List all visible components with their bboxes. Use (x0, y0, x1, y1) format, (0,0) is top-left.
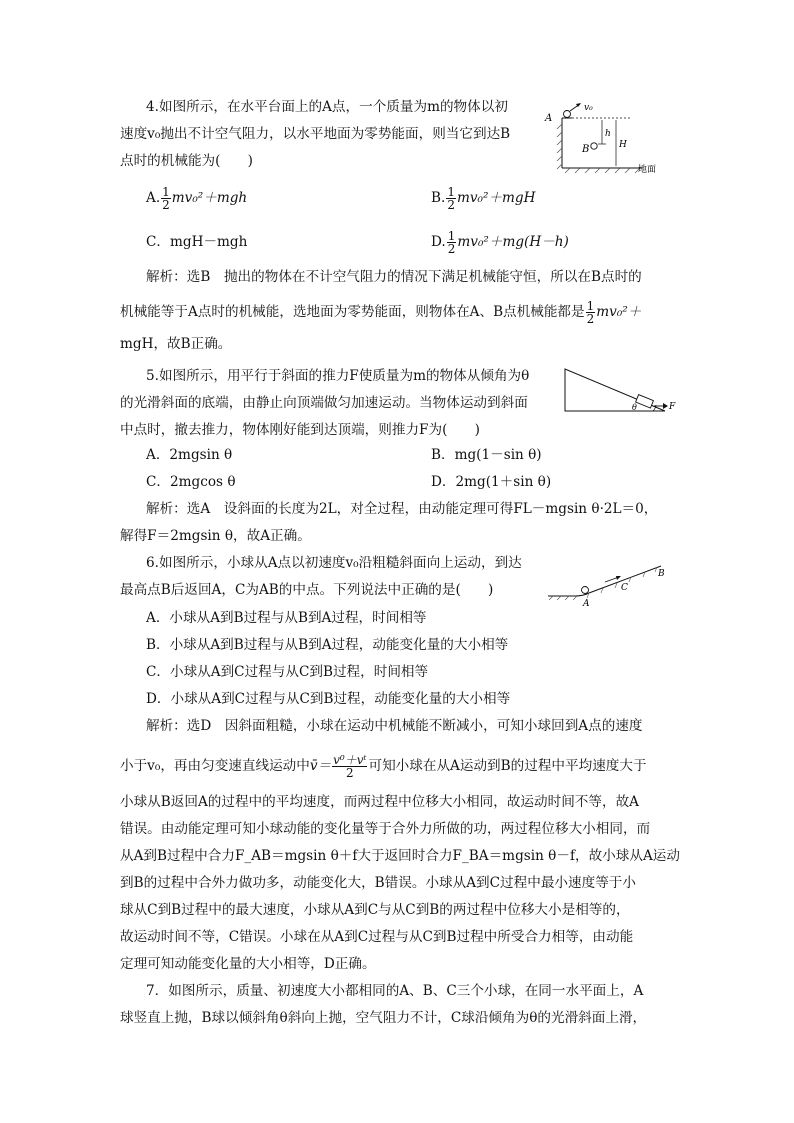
q5-option-d: D．2mg(1＋sin θ) (431, 474, 552, 490)
q6-stem-line2: 最高点B后返回A，C为AB的中点。下列说法中正确的是( ) (120, 582, 494, 598)
q5-option-b: B．mg(1－sin θ) (431, 447, 542, 463)
q7-stem-line1: 7．如图所示，质量、初速度大小都相同的A、B、C三个小球，在同一水平面上，A (146, 983, 644, 999)
q6-solution-line2: 小于v₀，再由匀变速直线运动中v̄＝ $\frac{\text{v⁰＋vᵗ}}{2}$ 可知小球在从A运动到B的过程中平均速度大于 (120, 753, 647, 780)
q4-stem-line2: 速度v₀抛出不计空气阻力，以水平地面为零势能面，则当它到达B (120, 126, 511, 142)
q4-option-d: D. $\frac{1}{2}$ mv₀²＋mg(H－h) (431, 229, 569, 256)
q6-option-a: A．小球从A到B过程与从B到A过程，时间相等 (146, 610, 427, 626)
q4-ball-a (564, 111, 571, 118)
q6-solution-line9: 定理可知动能变化量的大小相等，D正确。 (120, 956, 376, 972)
q7-stem-line2: 球竖直上抛，B球以倾斜角θ斜向上抛，空气阻力不计，C球沿倾角为θ的光滑斜面上滑， (120, 1010, 647, 1026)
q4-solution-line3: mgH，故B正确。 (120, 336, 232, 352)
q6-fig-label-c: C (621, 583, 628, 593)
q6-solution-line8: 故运动时间不等，C错误。小球在从A到C过程与从C到B过程中所受合力相等，由动能 (120, 929, 634, 945)
q4-option-a: A. $\frac{1}{2}$ mv₀²＋mgh (146, 185, 248, 212)
q6-solution-line5: 从A到B过程中合力F_AB＝mgsin θ＋f大于返回时合力F_BA＝mgsin θ－f，故小球从A运动 (120, 848, 680, 864)
q4-ball-b (591, 143, 597, 149)
q6-figure (545, 560, 675, 610)
q4-option-b: B. $\frac{1}{2}$ mv₀²＋mgH (431, 185, 536, 212)
q6-ball (582, 587, 589, 594)
q4-stem-line3: 点时的机械能为( ) (120, 153, 253, 169)
q4-option-c: C．mgH－mgh (146, 234, 248, 250)
q4-fig-label-ground: 地面 (638, 165, 657, 175)
q5-option-c: C．2mgcos θ (146, 474, 236, 490)
q6-solution-line6: 到B的过程中合外力做功多，动能变化大，B错误。小球从A到C过程中最小速度等于小 (120, 875, 636, 891)
q5-stem-line3: 中点时，撤去推力，物体刚好能到达顶端，则推力F为( ) (120, 422, 480, 438)
q4-solution-line1: 解析：选B 抛出的物体在不计空气阻力的情况下满足机械能守恒，所以在B点时的 (146, 269, 642, 285)
q6-option-c: C．小球从A到C过程与从C到B过程，时间相等 (146, 664, 429, 680)
q6-stem-line1: 6.如图所示，小球从A点以初速度v₀沿粗糙斜面向上运动，到达 (146, 555, 522, 571)
q6-solution-line4: 错误。由动能定理可知小球动能的变化量等于合外力所做的功，两过程位移大小相同，而 (120, 821, 651, 837)
q5-stem-line2: 的光滑斜面的底端，由静止向顶端做匀加速运动。当物体运动到斜面 (120, 395, 528, 411)
q4-solution-line2: 机械能等于A点时的机械能，选地面为零势能面，则物体在A、B点机械能都是 $\frac{1}{2}$ mv₀²＋ (120, 299, 642, 326)
q4-fig-label-v0: v₀ (584, 103, 593, 113)
q4-stem-line1: 4.如图所示，在水平台面上的A点，一个质量为m的物体以初 (146, 99, 508, 115)
q4-figure (540, 100, 665, 178)
q4-fig-label-b: B (582, 144, 590, 155)
q6-option-d: D．小球从A到C过程与从C到B过程，动能变化量的大小相等 (146, 691, 511, 707)
q4-fig-label-h: h (605, 129, 611, 139)
q4-fig-label-a: A (545, 113, 553, 124)
q5-fig-label-f: F (669, 402, 676, 412)
q5-block (636, 395, 654, 408)
q6-solution-line1: 解析：选D 因斜面粗糙，小球在运动中机械能不断减小，可知小球回到A点的速度 (146, 718, 643, 734)
q6-fig-label-a: A (583, 599, 590, 609)
q5-stem-line1: 5.如图所示，用平行于斜面的推力F使质量为m的物体从倾角为θ (146, 368, 530, 384)
q5-solution-line2: 解得F＝2mgsin θ，故A正确。 (120, 528, 311, 544)
q4-fig-label-bigh: H (619, 140, 627, 150)
q6-fig-label-b: B (658, 569, 665, 579)
q6-option-b: B．小球从A到B过程与从B到A过程，动能变化量的大小相等 (146, 637, 509, 653)
q5-solution-line1: 解析：选A 设斜面的长度为2L，对全过程，由动能定理可得FL－mgsin θ·2L＝0， (146, 501, 658, 517)
q5-option-a: A．2mgsin θ (146, 447, 233, 463)
q5-figure (560, 365, 685, 417)
q5-fig-label-theta: θ (632, 403, 637, 412)
q6-solution-line3: 小球从B返回A的过程中的平均速度，而两过程中位移大小相同，故运动时间不等，故A (120, 794, 639, 810)
q6-solution-line7: 球从C到B过程中的最大速度，小球从A到C与从C到B的两过程中位移大小是相等的， (120, 902, 630, 918)
